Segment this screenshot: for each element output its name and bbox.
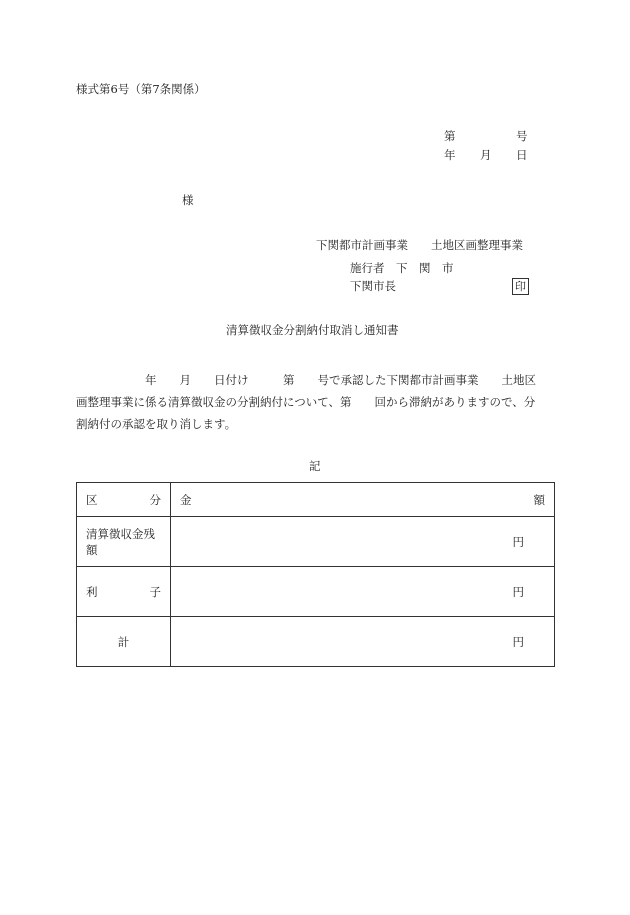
table-row [77, 517, 555, 567]
amount-header-right: 額 [533, 492, 545, 507]
row-label-left: 利 [86, 584, 98, 599]
executor-project: 下関都市計画事業 土地区画整理事業 [316, 238, 523, 252]
row-label [77, 567, 171, 617]
table-row [77, 567, 555, 617]
fee-table [76, 482, 555, 667]
date-month: 月 [480, 148, 492, 162]
addressee-suffix: 様 [182, 193, 194, 207]
row-amount: 円 [171, 617, 555, 667]
table-header-row [77, 483, 555, 517]
row-label: 清算徴収金残額 [77, 517, 171, 567]
body-text [76, 369, 554, 435]
body-line: 画整理事業に係る清算徴収金の分割納付について、第 回から滞納がありますので、分 [76, 395, 536, 409]
body-line: 割納付の承認を取り消します。 [76, 417, 237, 431]
row-amount: 円 [171, 567, 555, 617]
form-number: 様式第6号（第7条関係） [76, 82, 206, 96]
category-header-right: 分 [149, 492, 161, 507]
note-heading: 記 [309, 459, 321, 473]
category-header [77, 483, 171, 517]
seal-mark: 印 [512, 278, 529, 295]
executor-mayor: 下関市長 [350, 279, 396, 293]
date-year: 年 [444, 148, 456, 162]
number-suffix: 号 [516, 129, 528, 143]
executor-name: 施行者 下 関 市 [350, 261, 454, 275]
date-day: 日 [516, 148, 528, 162]
row-label: 計 [77, 617, 171, 667]
row-label-right: 子 [149, 584, 161, 599]
document-title: 清算徴収金分割納付取消し通知書 [226, 323, 399, 337]
number-prefix: 第 [444, 129, 456, 143]
amount-header [171, 483, 555, 517]
body-line: 年 月 日付け 第 号で承認した下関都市計画事業 土地区 [76, 373, 536, 387]
table-row [77, 617, 555, 667]
amount-header-left: 金 [180, 492, 192, 507]
row-amount: 円 [171, 517, 555, 567]
category-header-left: 区 [86, 492, 98, 507]
